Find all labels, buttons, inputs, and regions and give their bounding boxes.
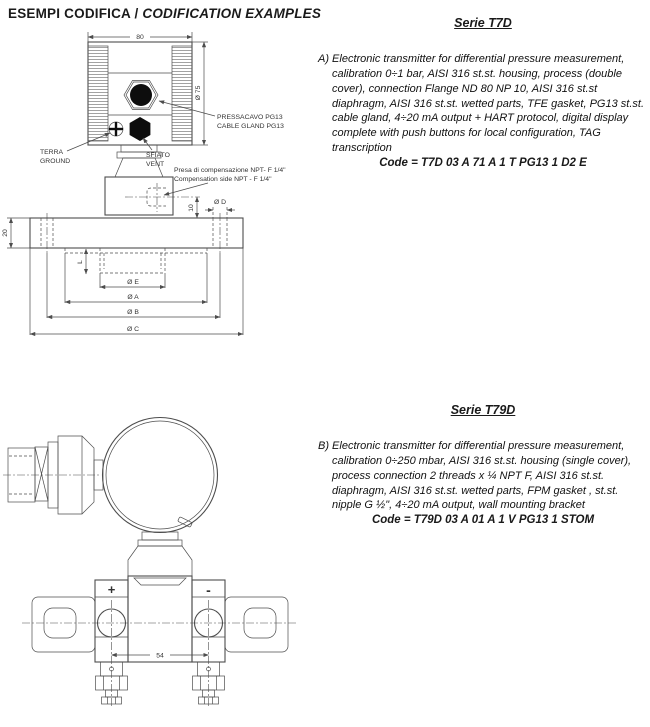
cable-gland-label-it: PRESSACAVO PG13 bbox=[217, 114, 283, 121]
t79d-technical-drawing bbox=[0, 390, 320, 727]
dim-port-height bbox=[188, 197, 197, 218]
compensation-label-en: Compensation side NPT - F 1/4" bbox=[174, 176, 272, 183]
dim-port-distance bbox=[112, 653, 209, 660]
dim-54-label: 54 bbox=[156, 652, 164, 660]
drain-bolt-right bbox=[193, 662, 225, 704]
compensation-callout bbox=[164, 167, 286, 195]
dim-l-label: L bbox=[77, 260, 84, 264]
vent-symbol bbox=[130, 117, 151, 141]
cable-gland-label-en: CABLE GLAND PG13 bbox=[217, 123, 284, 130]
dim-housing-width bbox=[88, 32, 192, 42]
cable-gland-assembly bbox=[3, 436, 103, 514]
dim-o75-label: Ø 75 bbox=[195, 85, 202, 101]
flange bbox=[30, 213, 243, 253]
compensation-label-it: Presa di compensazione NPT- F 1/4" bbox=[174, 167, 286, 174]
dim-oa-label: Ø A bbox=[127, 294, 139, 301]
page-title bbox=[8, 6, 321, 21]
section-t7d bbox=[318, 16, 648, 169]
t7d-code: Code = T7D 03 A 71 A 1 T PG13 1 D2 E bbox=[379, 156, 587, 169]
round-housing bbox=[103, 418, 218, 533]
vent-label-en: VENT bbox=[146, 161, 165, 168]
t79d-code: Code = T79D 03 A 01 A 1 V PG13 1 STOM bbox=[371, 514, 595, 527]
vent-callout bbox=[143, 138, 170, 168]
sensor-neck bbox=[128, 532, 192, 576]
t7d-heading: Serie T7D bbox=[454, 16, 512, 30]
mounting-bracket bbox=[32, 597, 288, 652]
dim-diameters bbox=[30, 248, 243, 335]
t7d-description: A) Electronic transmitter for differential pressure measurement, calibration 0÷1 bar, AISI 316 st.st. housing, process (double cover), connection Flange ND 80 NP 10, AISI 316 st.st diaphragm, AISI 316 st.st. wetted parts, TFE gasket, PG13 st.st. cable gland, 4÷20 mA output + HART protocol, digital display complete with push buttons for local configuration, TAG transcription bbox=[318, 53, 645, 155]
t79d-description: B) Electronic transmitter for differential pressure measurement, calibration 0÷250 mbar, AISI 316 st.st. housing (single cover), process connection 2 threads x ¼ NPT F, AISI 316 st.st. diaphragm, AISI 316 st.st. wetted parts, FPM gasket , st.st. nipple G ½", 4÷20 mA output, wall mounting bracket bbox=[318, 440, 632, 512]
low-pressure-marking: - bbox=[206, 582, 211, 598]
dim-oc-label: Ø C bbox=[126, 326, 140, 333]
cable-gland-symbol bbox=[124, 81, 158, 110]
dim-housing-diameter bbox=[192, 42, 208, 145]
high-pressure-marking: + bbox=[107, 582, 116, 597]
drain-bolt-left bbox=[96, 662, 128, 704]
t79d-heading: Serie T79D bbox=[450, 403, 516, 417]
vent-label-it: SFIATO bbox=[146, 152, 170, 159]
page-title-italian: ESEMPI CODIFICA / bbox=[8, 6, 143, 21]
t7d-technical-drawing bbox=[0, 25, 312, 347]
dim-10-label: 10 bbox=[188, 204, 195, 212]
cover-lock-tab bbox=[178, 517, 193, 528]
ground-symbol bbox=[109, 122, 123, 136]
dim-80-label: 80 bbox=[136, 34, 144, 41]
page-title-english: CODIFICATION EXAMPLES bbox=[142, 6, 322, 21]
process-manifold bbox=[22, 576, 298, 708]
dim-oe-label: Ø E bbox=[127, 279, 139, 286]
dim-flange-thickness bbox=[2, 218, 30, 248]
dim-od-label: Ø D bbox=[213, 199, 227, 206]
dim-ob-label: Ø B bbox=[127, 309, 139, 316]
ground-label-en: GROUND bbox=[40, 158, 71, 165]
section-t79d bbox=[318, 403, 648, 526]
dim-20-label: 20 bbox=[2, 229, 9, 237]
ground-label-it: TERRA bbox=[40, 149, 64, 156]
